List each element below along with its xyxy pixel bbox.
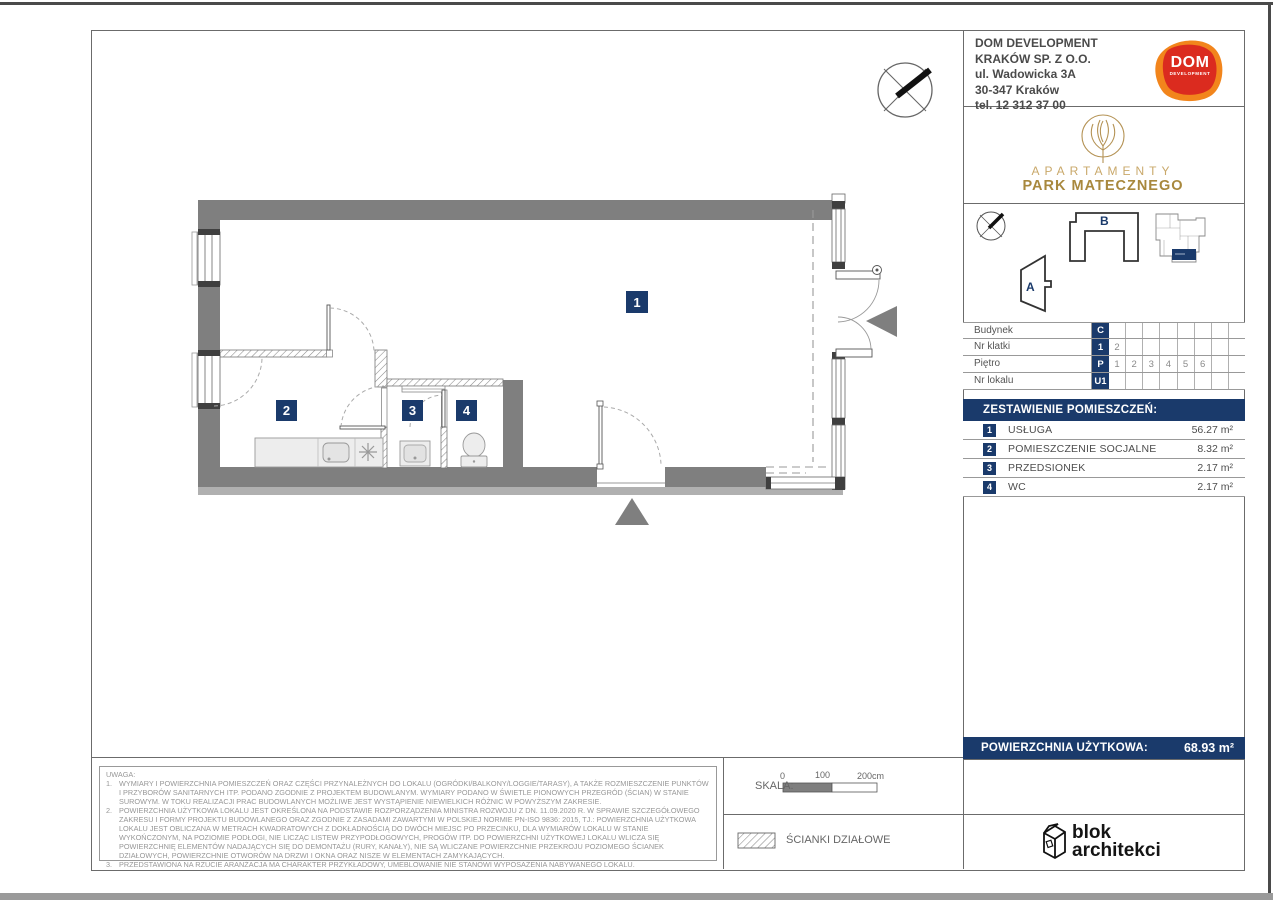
table-cell — [1229, 373, 1245, 389]
plan-room-badge-4: 4 — [456, 400, 477, 421]
room-number-badge: 2 — [983, 443, 996, 456]
table-row-label: Budynek — [963, 323, 1092, 338]
panel-line — [963, 203, 1244, 204]
room-area: 56.27 m² — [1191, 424, 1233, 436]
partition-legend-label: ŚCIANKI DZIAŁOWE — [786, 834, 891, 846]
plan-room-badge-1: 1 — [626, 291, 648, 313]
note-item: 1. WYMIARY I POWIERZCHNIA POMIESZCZEŃ ORAZ CZĘŚCI PRZYNALEŻNYCH DO LOKALU (OGRÓDKI/BALKONY/LOGGIE/TARASY), A TAKŻE ROZMIESZCZENIE PUNKTÓW I PRZYBORÓW SANITARNYCH ITP. PODANO ZGODNIE Z PROJEKTEM BUDOWLANYM. WYMIARY PODANO W ŚWIETLE PIONOWYCH PRZEGRÓD (ŚCIAN) W STANIE SUROWYM. W TOKU REALIZACJI PRAC BUDOWLANYCH MOŻLIWE JEST WYSTĄPIENIE NIEWIELKICH RÓŻNIC W POWYŻSZYM ZAKRESIE. — [106, 779, 709, 806]
developer-line: tel. 12 312 37 00 — [975, 98, 1066, 112]
table-cell — [1229, 356, 1245, 372]
note-item: 2. POWIERZCHNIA UŻYTKOWA LOKALU JEST OKREŚLONA NA PODSTAWIE ROZPORZĄDZENIA MINISTRA ROZWOJU Z DN. 11.09.2020 R. W SPRAWIE SZCZEGÓŁOWEGO ZAKRESU I FORMY PROJEKTU BUDOWLANEGO ORAZ ZGODNIE Z ZASADAMI ZAWARTYMI W POLSKIEJ NORMIE PN-ISO 9836: 2015, TJ.: POWIERZCHNIA UŻYTKOWA LOKALU JEST OBLICZANA W METRACH KWADRATOWYCH Z DOKŁADNOŚCIĄ DO DWÓCH MIEJSC PO PRZECINKU, DLA WYMIARÓW LOKALU W STANIE WYKOŃCZONYM, NA POZIOMIE PODŁOGI, NIE LICZĄC LISTEW PRZYPODŁOGOWYCH, PROGÓW ITP. DO POWIERZCHNI UŻYTKOWEJ LOKALU WLICZA SIĘ POWIERZCHNIĘ ELEMENTÓW NADAJĄCYCH SIĘ DO DEMONTAŻU (RURY, KANAŁY), NIE SĄ WLICZANE POWIERZCHNIE PRZEKROJU POZIOMEGO ŚCIANEK DZIAŁOWYCH, POWIERZCHNIE OTWORÓW NA DRZWI I OKNA ORAZ NISZE W ELEMENTACH ZAMYKAJĄCYCH. — [106, 806, 710, 860]
table-cell — [1212, 323, 1229, 338]
developer-line: ul. Wadowicka 3A — [975, 67, 1076, 81]
room-name: PRZEDSIONEK — [1008, 462, 1086, 474]
scale-tick-100: 100 — [815, 770, 831, 780]
dom-logo-subtext: DEVELOPMENT — [1169, 71, 1211, 76]
plan-room-badge-2: 2 — [276, 400, 297, 421]
table-cell — [1143, 339, 1160, 355]
table-cell — [1109, 323, 1126, 338]
note-text: PRZEDSTAWIONA NA RZUCIE ARANŻACJA MA CHARAKTER PRZYKŁADOWY, UMEBLOWANIE NIE STANOWI WYPOSAŻENIA NABYWANEGO LOKALU. — [119, 860, 635, 869]
architect-logo-line1: blok — [1072, 822, 1112, 843]
room-area: 2.17 m² — [1197, 462, 1233, 474]
table-cell: 1 — [1109, 356, 1126, 372]
table-row-pietro — [963, 356, 1245, 373]
notes-box — [99, 766, 717, 869]
table-cell — [1160, 339, 1177, 355]
page-top-edge — [0, 2, 1273, 5]
room-name: POMIESZCZENIE SOCJALNE — [1008, 443, 1157, 455]
room-name: USŁUGA — [1008, 424, 1053, 436]
table-cell: 6 — [1195, 356, 1212, 372]
table-cell — [1195, 373, 1212, 389]
strip-line — [91, 757, 964, 758]
room-area: 8.32 m² — [1197, 443, 1233, 455]
table-cell — [1229, 323, 1245, 338]
strip-line — [723, 814, 1244, 815]
table-cell — [1195, 339, 1212, 355]
scale-label: SKALA: — [755, 780, 794, 792]
table-cell — [1160, 323, 1177, 338]
table-cell — [1143, 373, 1160, 389]
room-name: WC — [1008, 481, 1026, 493]
table-cell — [1212, 356, 1229, 372]
total-area-value: 68.93 m² — [1183, 741, 1234, 755]
note-item: 3. PRZEDSTAWIONA NA RZUCIE ARANŻACJA MA CHARAKTER PRZYKŁADOWY, UMEBLOWANIE NIE STANOWI WYPOSAŻENIA NABYWANEGO LOKALU. — [106, 860, 635, 869]
table-row-budynek — [963, 322, 1245, 339]
table-cell — [1126, 339, 1143, 355]
table-cell — [1109, 373, 1126, 389]
developer-address-block — [975, 36, 1098, 114]
room-number-badge: 1 — [983, 424, 996, 437]
table-cell — [1126, 373, 1143, 389]
table-cell — [1212, 373, 1229, 389]
table-cell — [1143, 323, 1160, 338]
developer-line: DOM DEVELOPMENT — [975, 36, 1098, 50]
scale-tick-200: 200cm — [857, 771, 885, 781]
note-text: POWIERZCHNIA UŻYTKOWA LOKALU JEST OKREŚLONA NA PODSTAWIE ROZPORZĄDZENIA MINISTRA ROZWOJU Z DN. 11.09.2020 R. W SPRAWIE SZCZEGÓŁOWEGO ZAKRESU I FORMY PROJEKTU BUDOWLANEGO ORAZ ZGODNIE Z ZASADAMI ZAWARTYMI W POLSKIEJ NORMIE PN-ISO 9836: 2015, TJ.: POWIERZCHNIA UŻYTKOWA LOKALU JEST OBLICZANA W METRACH KWADRATOWYCH Z DOKŁADNOŚCIĄ DO DWÓCH MIEJSC PO PRZECINKU, DLA WYMIARÓW LOKALU W STANIE WYKOŃCZONYM, NA POZIOMIE PODŁOGI, NIE LICZĄC LISTEW PRZYPODŁOGOWYCH, PROGÓW ITP. DO POWIERZCHNI UŻYTKOWEJ LOKALU WLICZA SIĘ POWIERZCHNIĘ ELEMENTÓW NADAJĄCYCH SIĘ DO DEMONTAŻU (RURY, KANAŁY), NIE SĄ WLICZANE POWIERZCHNIE PRZEKROJU POZIOMEGO ŚCIANEK DZIAŁOWYCH, POWIERZCHNIE OTWORÓW NA DRZWI I OKNA ORAZ NISZE W ELEMENTACH ZAMYKAJĄCYCH. — [119, 806, 700, 860]
selected-cell: U1 — [1092, 373, 1109, 389]
selected-cell: P — [1092, 356, 1109, 372]
table-cell — [1160, 373, 1177, 389]
total-area-label: POWIERZCHNIA UŻYTKOWA: — [981, 742, 1148, 754]
table-cell — [1229, 339, 1245, 355]
plan-room-badge-3: 3 — [402, 400, 423, 421]
total-area-bar — [963, 737, 1245, 759]
table-cell — [1178, 339, 1195, 355]
note-text: WYMIARY I POWIERZCHNIA POMIESZCZEŃ ORAZ CZĘŚCI PRZYNALEŻNYCH DO LOKALU (OGRÓDKI/BALKONY/LOGGIE/TARASY), A TAKŻE ROZMIESZCZENIE PUNKTÓW I PRZYBORÓW SANITARNYCH ITP. PODANO ZGODNIE Z PROJEKTEM BUDOWLANYM. WYMIARY PODANO W ŚWIETLE PIONOWYCH PRZEGRÓD (ŚCIAN) W STANIE SUROWYM. W TOKU REALIZACJI PRAC BUDOWLANYCH MOŻLIWE JEST WYSTĄPIENIE NIEWIELKICH RÓŻNIC W POWYŻSZYM ZAKRESIE. — [119, 779, 709, 806]
page-right-edge — [1268, 2, 1271, 895]
table-row-klatka — [963, 339, 1245, 356]
table-cell: 2 — [1126, 356, 1143, 372]
table-cell — [1195, 323, 1212, 338]
room-list-item — [963, 478, 1245, 497]
table-cell: 2 — [1109, 339, 1126, 355]
panel-line — [963, 759, 1244, 760]
table-cell: 4 — [1160, 356, 1177, 372]
room-number-badge: 3 — [983, 462, 996, 475]
room-list-item — [963, 459, 1245, 478]
table-cell — [1178, 323, 1195, 338]
scale-tick-0: 0 — [780, 771, 786, 781]
room-area: 2.17 m² — [1197, 481, 1233, 493]
developer-line: KRAKÓW SP. Z O.O. — [975, 51, 1091, 66]
strip-divider — [723, 757, 724, 869]
room-list-item — [963, 421, 1245, 440]
building-b-label: B — [1100, 214, 1109, 228]
table-row-label: Nr klatki — [963, 339, 1092, 355]
notes-title: UWAGA: — [106, 770, 136, 779]
table-cell — [1178, 373, 1195, 389]
dom-logo-text: DOM — [1170, 54, 1210, 71]
table-row-label: Piętro — [963, 356, 1092, 372]
table-cell: 3 — [1143, 356, 1160, 372]
table-cell — [1212, 339, 1229, 355]
room-number-badge: 4 — [983, 481, 996, 494]
developer-line: 30-347 Kraków — [975, 82, 1060, 97]
table-cell: 5 — [1178, 356, 1195, 372]
architect-logo-line2: architekci — [1072, 840, 1161, 861]
project-logo-line2: PARK MATECZNEGO — [1022, 178, 1184, 194]
project-logo-line1: APARTAMENTY — [1031, 164, 1175, 178]
selected-cell: 1 — [1092, 339, 1109, 355]
table-row-lokal — [963, 373, 1245, 390]
building-a-label: A — [1026, 280, 1035, 294]
page-bottom-edge — [0, 893, 1273, 900]
selected-cell: C — [1092, 323, 1109, 338]
rooms-header: ZESTAWIENIE POMIESZCZEŃ: — [963, 399, 1245, 421]
table-cell — [1126, 323, 1143, 338]
architect-logo-text — [1072, 824, 1161, 860]
table-row-label: Nr lokalu — [963, 373, 1092, 389]
room-list-item — [963, 440, 1245, 459]
